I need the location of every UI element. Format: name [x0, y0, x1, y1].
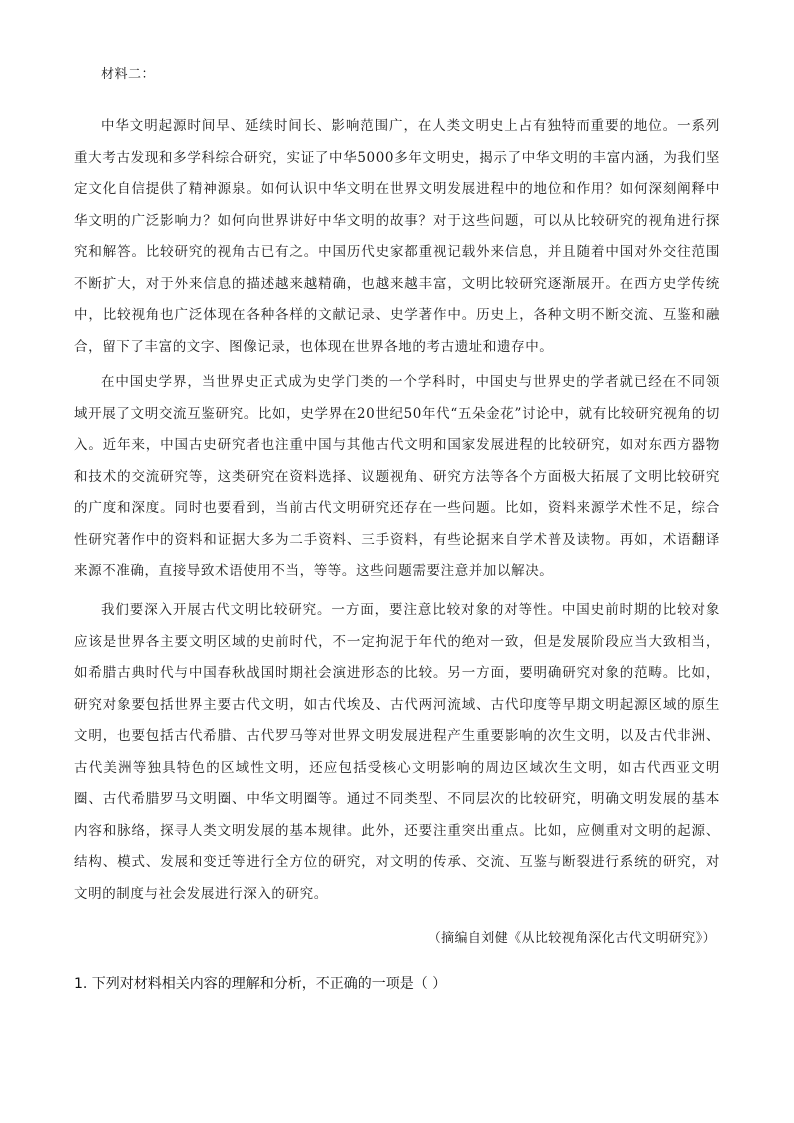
question-1: 1. 下列对材料相关内容的理解和分析，不正确的一项是（ ） [74, 976, 447, 992]
paragraph-3: 我们要深入开展古代文明比较研究。一方面，要注意比较对象的对等性。中国史前时期的比较对象应该是世界各主要文明区域的史前时代，不一定拘泥于年代的绝对一致，但是发展阶段应当大致相当，如希腊古典时代与中国春秋战国时期社会演进形态的比较。另一方面，要明确研究对象的范畴。比如，研究对象要包括世界主要古代文明，如古代埃及、古代两河流域、古代印度等早期文明起源区域的原生文明，也要包括古代希腊、古代罗马等对世界文明发展进程产生重要影响的次生文明，以及古代非洲、古代美洲等独具特色的区域性文明，还应包括受核心文明影响的周边区域次生文明，如古代西亚文明圈、古代希腊罗马文明圈、中华文明圈等。通过不同类型、不同层次的比较研究，明确文明发展的基本内容和脉络，探寻人类文明发展的基本规律。此外，还要注重突出重点。比如，应侧重对文明的起源、结构、模式、发展和变迁等进行全方位的研究，对文明的传承、交流、互鉴与断裂进行系统的研究，对文明的制度与社会发展进行深入的研究。 [74, 602, 720, 902]
paragraph-2: 在中国史学界，当世界史正式成为史学门类的一个学科时，中国史与世界史的学者就已经在不同领域开展了文明交流互鉴研究。比如，史学界在20世纪50年代“五朵金花”讨论中，就有比较研究视角的切入。近年来，中国古史研究者也注重中国与其他古代文明和国家发展进程的比较研究，如对东西方器物和技术的交流研究等，这类研究在资料选择、议题视角、研究方法等各个方面极大拓展了文明比较研究的广度和深度。同时也要看到，当前古代文明研究还存在一些问题。比如，资料来源学术性不足，综合性研究著作中的资料和证据大多为二手资料、三手资料，有些论据来自学术普及读物。再如，术语翻译来源不准确，直接导致术语使用不当，等等。这些问题需要注意并加以解决。 [74, 374, 720, 579]
material-heading: 材料二： [101, 67, 156, 82]
paragraph-1: 中华文明起源时间早、延续时间长、影响范围广，在人类文明史上占有独特而重要的地位。一系列重大考古发现和多学科综合研究，实证了中华5000多年文明史，揭示了中华文明的丰富内涵，为我们坚定文化自信提供了精神源泉。如何认识中华文明在世界文明发展进程中的地位和作用？如何深刻阐释中华文明的广泛影响力？如何向世界讲好中华文明的故事？对于这些问题，可以从比较研究的视角进行探究和解答。比较研究的视角古已有之。中国历代史家都重视记载外来信息，并且随着中国对外交往范围不断扩大，对于外来信息的描述越来越精确，也越来越丰富，文明比较研究逐渐展开。在西方史学传统中，比较视角也广泛体现在各种各样的文献记录、史学著作中。历史上，各种文明不断交流、互鉴和融合，留下了丰富的文字、图像记录，也体现在世界各地的考古遗址和遗存中。 [74, 118, 720, 355]
source-citation: （摘编自刘健《从比较视角深化古代文明研究》） [427, 931, 716, 946]
